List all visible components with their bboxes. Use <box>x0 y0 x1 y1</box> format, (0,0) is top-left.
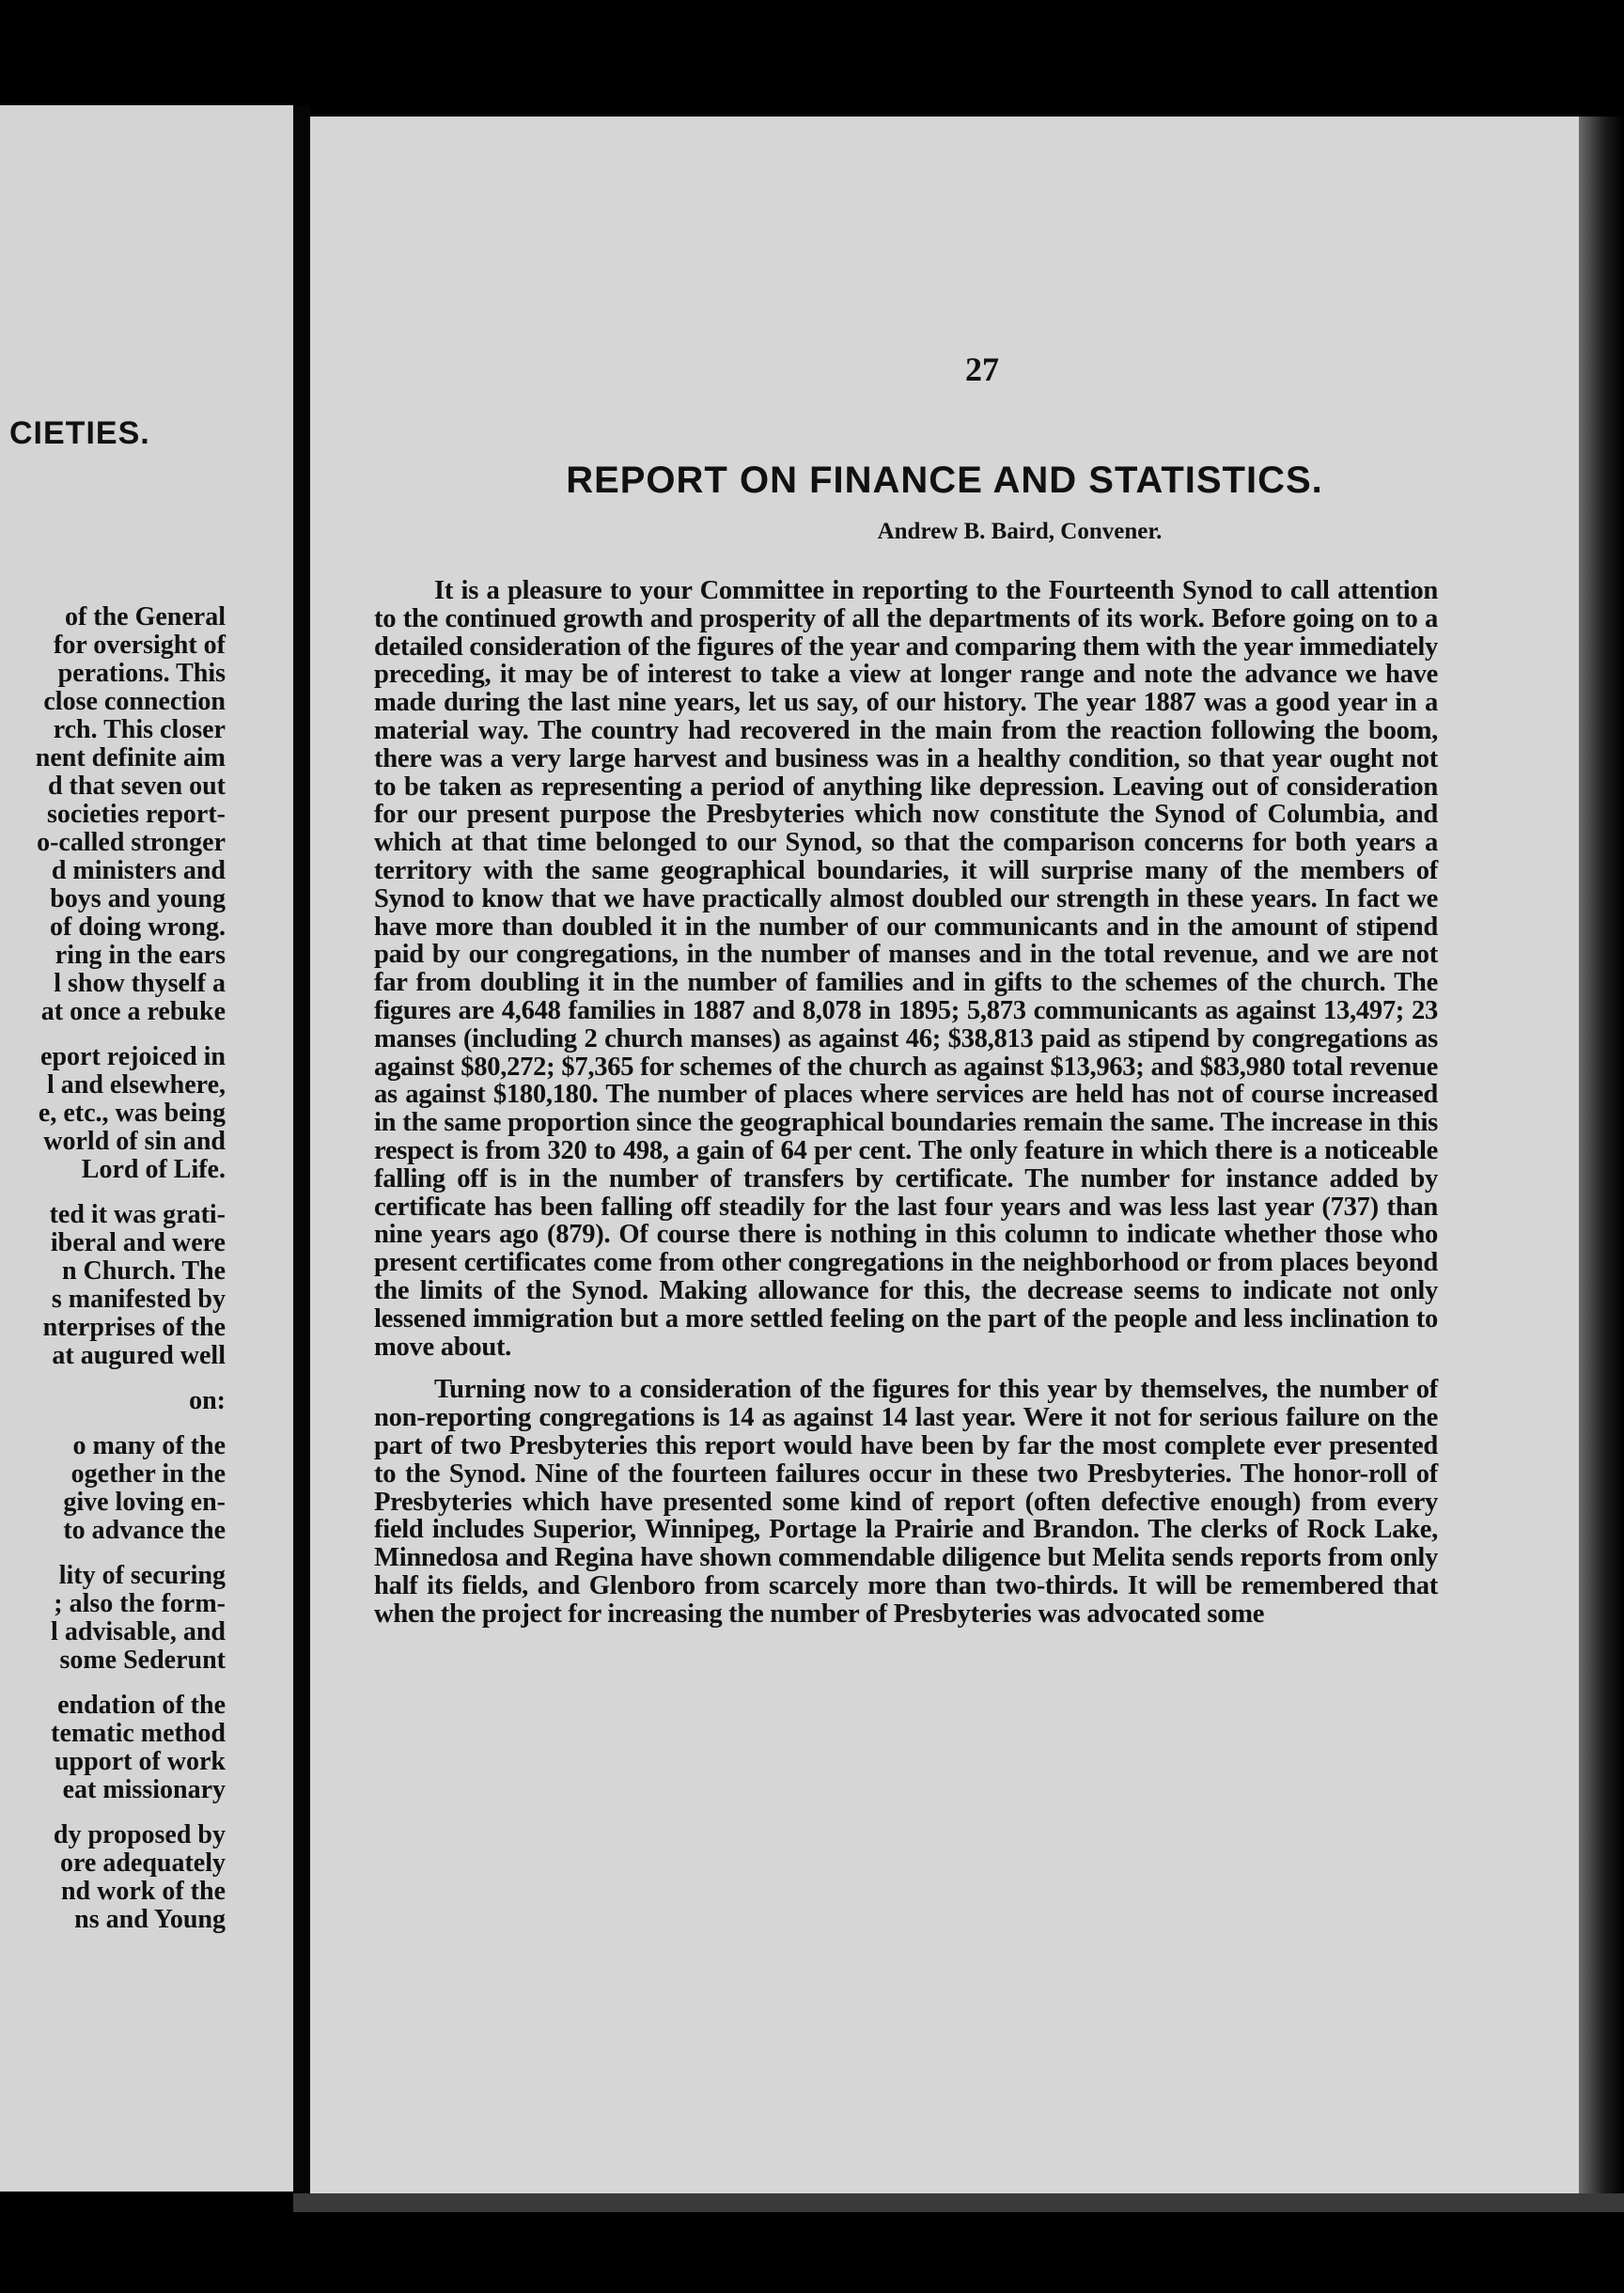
page-right-edge <box>1579 117 1624 2193</box>
left-page-fragment: ogether in the <box>70 1459 226 1489</box>
left-page-fragment: ; also the form- <box>54 1589 226 1618</box>
left-page-fragment: s manifested by <box>51 1285 226 1314</box>
left-page-fragment: endation of the <box>57 1691 226 1720</box>
left-page-fragment: of doing wrong. <box>50 913 226 942</box>
left-page-fragment: rch. This closer <box>53 715 226 744</box>
main-page <box>310 117 1579 2193</box>
left-page-fragment: n Church. The <box>61 1256 226 1286</box>
left-page-fragment: of the General <box>64 602 226 632</box>
left-page-fragment: on: <box>189 1386 226 1415</box>
page-number: 27 <box>965 351 999 388</box>
page-bottom-edge <box>293 2193 1624 2212</box>
report-body <box>374 577 1438 1628</box>
left-page-fragment: nterprises of the <box>42 1313 226 1342</box>
left-page-fragment: for oversight of <box>54 631 226 660</box>
left-page-fragment: give loving en- <box>63 1488 226 1517</box>
left-page-fragment: iberal and were <box>50 1228 226 1257</box>
paragraph-2: Turning now to a consideration of the figures for this year by themselves, the number of non-reporting congregations is 14 as against 14 last year. Were it not for serious failure on the part of two Presbyteries this report would have been by far the most complete ever presented to the Synod. Nine of the fourteen failures occur in these two Presbyteries. The honor-roll of Presbyteries which have presented some kind of report (often defective enough) from every field includes Superior, Winnipeg, Portage la Prairie and Brandon. The clerks of Rock Lake, Minnedosa and Regina have shown commendable diligence but Melita sends reports from only half its fields, and Glenboro from scarcely more than two-thirds. It will be remembered that when the project for increasing the number of Presbyteries was advocated some <box>374 1375 1438 1629</box>
left-page-fragment: ore adequately <box>59 1848 226 1878</box>
left-page-fragment: perations. This <box>57 659 226 688</box>
left-page-fragment: world of sin and <box>43 1127 226 1156</box>
left-page-fragment: some Sederunt <box>59 1646 226 1675</box>
left-page-fragment: eport rejoiced in <box>40 1042 226 1071</box>
convener-line: Andrew B. Baird, Convener. <box>877 519 1163 544</box>
left-page-fragment: ns and Young <box>74 1905 226 1934</box>
left-page-fragment: lity of securing <box>58 1561 226 1590</box>
left-page-fragment: ring in the ears <box>55 941 226 970</box>
left-page-fragment: nent definite aim <box>35 743 226 772</box>
left-page-fragment: l advisable, and <box>51 1617 226 1646</box>
left-page-fragment: at augured well <box>52 1341 226 1370</box>
left-page-fragment: o many of the <box>72 1431 226 1460</box>
left-page-fragment: d ministers and <box>51 856 226 885</box>
left-page-heading: CIETIES. <box>9 415 150 451</box>
left-page-fragment: o-called stronger <box>37 828 226 857</box>
report-title: REPORT ON FINANCE AND STATISTICS. <box>566 460 1323 501</box>
left-page-fragment: tematic method <box>51 1719 226 1748</box>
left-page-fragment: boys and young <box>50 884 226 913</box>
left-page-fragment: upport of work <box>54 1747 226 1776</box>
left-page-fragment: d that seven out <box>47 772 226 801</box>
paragraph-1: It is a pleasure to your Committee in reporting to the Fourteenth Synod to call attention to the continued growth and prosperity of all the departments of its work. Before going on to a detailed consideration of the figures of the year and comparing them with the year immediately preceding, it may be of interest to take a view at longer range and note the advance we have made during the last nine years, let us say, of our history. The year 1887 was a good year in a material way. The country had recovered in the main from the reaction following the boom, there was a very large harvest and business was in a healthy condition, so that year ought not to be taken as representing a period of anything like depression. Leaving out of consideration for our present purpose the Presbyteries which now constitute the Synod of Columbia, and which at that time belonged to our Synod, so that the comparison concerns for both years a territory with the same geographical boundaries, it will surprise many of the members of Synod to know that we have practically almost doubled our strength in these years. In fact we have more than doubled it in the number of our communicants and in the amount of stipend paid by our congregations, in the number of manses and in the total revenue, and we are not far from doubling it in the number of families and in gifts to the schemes of the church. The figures are 4,648 families in 1887 and 8,078 in 1895; 5,873 communicants as against 13,497; 23 manses (including 2 church manses) as against 46; $38,813 paid as stipend by congregations as against $80,272; $7,365 for schemes of the church as against $13,963; and $83,980 total revenue as against $180,180. The number of places where services are held has not of course increased in the same proportion since the geographical boundaries remain the same. The increase in this respect is from 320 to 498, a gain of 64 per cent. The only feature in which there is a noticeable falling off is in the number of transfers by certificate. The number for instance added by certificate has been falling off steadily for the last four years and was less last year (737) than nine years ago (879). Of course there is nothing in this column to indicate whether those who present certificates come from other congregations in the neighborhood or from places beyond the limits of the Synod. Making allowance for this, the decrease seems to indicate not only lessened immigration but a more settled feeling on the part of the people and less inclination to move about. <box>374 576 1438 1362</box>
left-page-fragment: eat missionary <box>62 1775 226 1804</box>
left-page-fragment: close connection <box>43 687 226 716</box>
left-page-fragment: l show thyself a <box>54 969 226 998</box>
left-page-fragment: e, etc., was being <box>38 1099 226 1128</box>
left-page-fragment: ted it was grati- <box>49 1200 226 1229</box>
left-page-fragment: to advance the <box>63 1516 226 1545</box>
left-page-fragment: societies report- <box>47 800 226 829</box>
left-page-fragment: dy proposed by <box>53 1820 226 1849</box>
left-page-fragment: Lord of Life. <box>81 1155 226 1184</box>
left-page-fragment: l and elsewhere, <box>46 1070 226 1100</box>
left-page-fragment: nd work of the <box>60 1877 226 1906</box>
left-facing-page <box>0 105 293 2192</box>
left-page-fragment: at once a rebuke <box>40 997 226 1026</box>
book-gutter <box>293 105 310 2192</box>
